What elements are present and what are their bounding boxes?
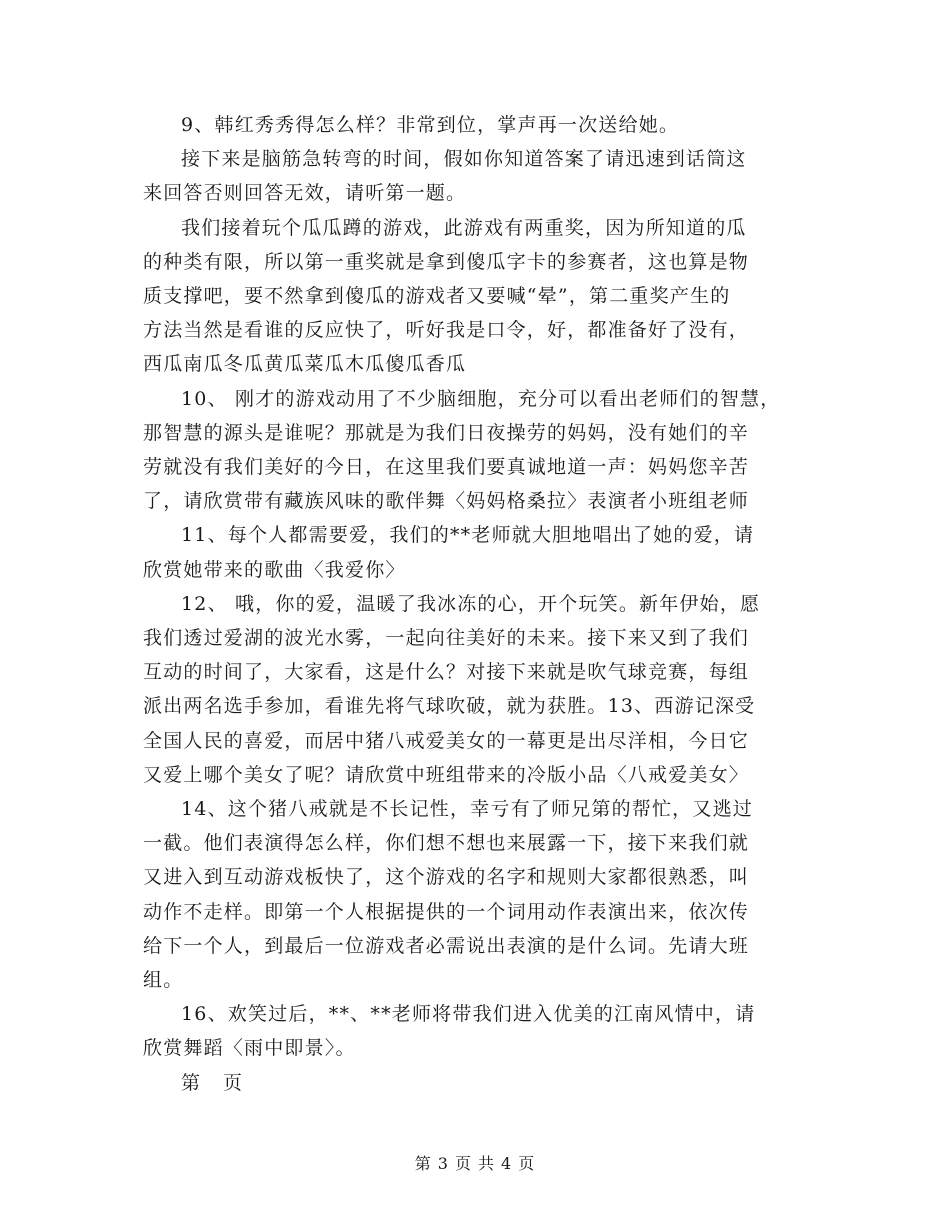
paragraph-10: 10、 刚才的游戏动用了不少脑细胞，充分可以看出老师们的智慧， 那智慧的源头是谁呢？那就是为我们日夜操劳的妈妈，没有她们的辛 劳就没有我们美好的今日，在这里我们要真诚地道一声：妈妈您辛苦 了，请欣赏带有藏族风味的歌伴舞〈妈妈格桑拉〉表演者小班组老师 [143,387,781,513]
footer-current-page: 3 [437,1154,449,1173]
page-mark-left: 第 [181,1071,202,1094]
page-footer [0,1151,950,1174]
footer-middle: 页 共 [454,1154,496,1173]
paragraph-brain-teaser: 接下来是脑筋急转弯的时间，假如你知道答案了请迅速到话筒这 来回答否则回答无效，请听第一题。 [143,148,747,205]
paragraph-melon-game: 我们接着玩个瓜瓜蹲的游戏，此游戏有两重奖，因为所知道的瓜 的种类有限，所以第一重奖就是拿到傻瓜字卡的参赛者，这也算是物 质支撑吧，要不然拿到傻瓜的游戏者又要喊“晕”，第二重奖产生的 方法当然是看谁的反应快了，听好我是口令，好，都准备好了没有， 西瓜南瓜冬瓜黄瓜菜瓜木瓜傻瓜香瓜 [143,216,750,376]
paragraph-11: 11、每个人都需要爱，我们的**老师就大胆地唱出了她的爱，请 欣赏她带来的歌曲〈我爱你〉 [143,524,755,581]
page-mark-right: 页 [223,1071,244,1094]
inline-page-mark [143,1066,823,1100]
footer-prefix: 第 [414,1154,432,1173]
paragraph-9: 9、韩红秀秀得怎么样？非常到位，掌声再一次送给她。 [181,114,680,136]
paragraph-14: 14、这个猪八戒就是不长记性，幸亏有了师兄第的帮忙，又逃过 一截。他们表演得怎么样，你们想不想也来展露一下，接下来我们就 又进入到互动游戏板快了，这个游戏的名字和规则大家都很熟悉，叫 动作不走样。即第一个人根据提供的一个词用动作表演出来，依次传 给下一个人，到最后一位游戏者必需说出表演的是什么词。先请大班 组。 [143,798,753,992]
paragraph-12: 12、 哦，你的爱，温暖了我冰冻的心，开个玩笑。新年伊始，愿 我们透过爱湖的波光水雾，一起向往美好的未来。接下来又到了我们 互动的时间了，大家看，这是什么？对接下来就是吹气球竞赛，每组 派出两名选手参加，看谁先将气球吹破，就为获胜。13、西游记深受 全国人民的喜爱，而居中猪八戒爱美女的一幕更是出尽洋相，今日它 又爱上哪个美女了呢？请欣赏中班组带来的冷版小品〈八戒爱美女〉 [143,592,761,786]
document-body [143,108,823,1100]
footer-suffix: 页 [518,1154,536,1173]
paragraph-16: 16、欢笑过后，**、**老师将带我们进入优美的江南风情中，请 欣赏舞蹈〈雨中即景〉。 [143,1003,756,1060]
footer-total-pages: 4 [501,1154,513,1173]
